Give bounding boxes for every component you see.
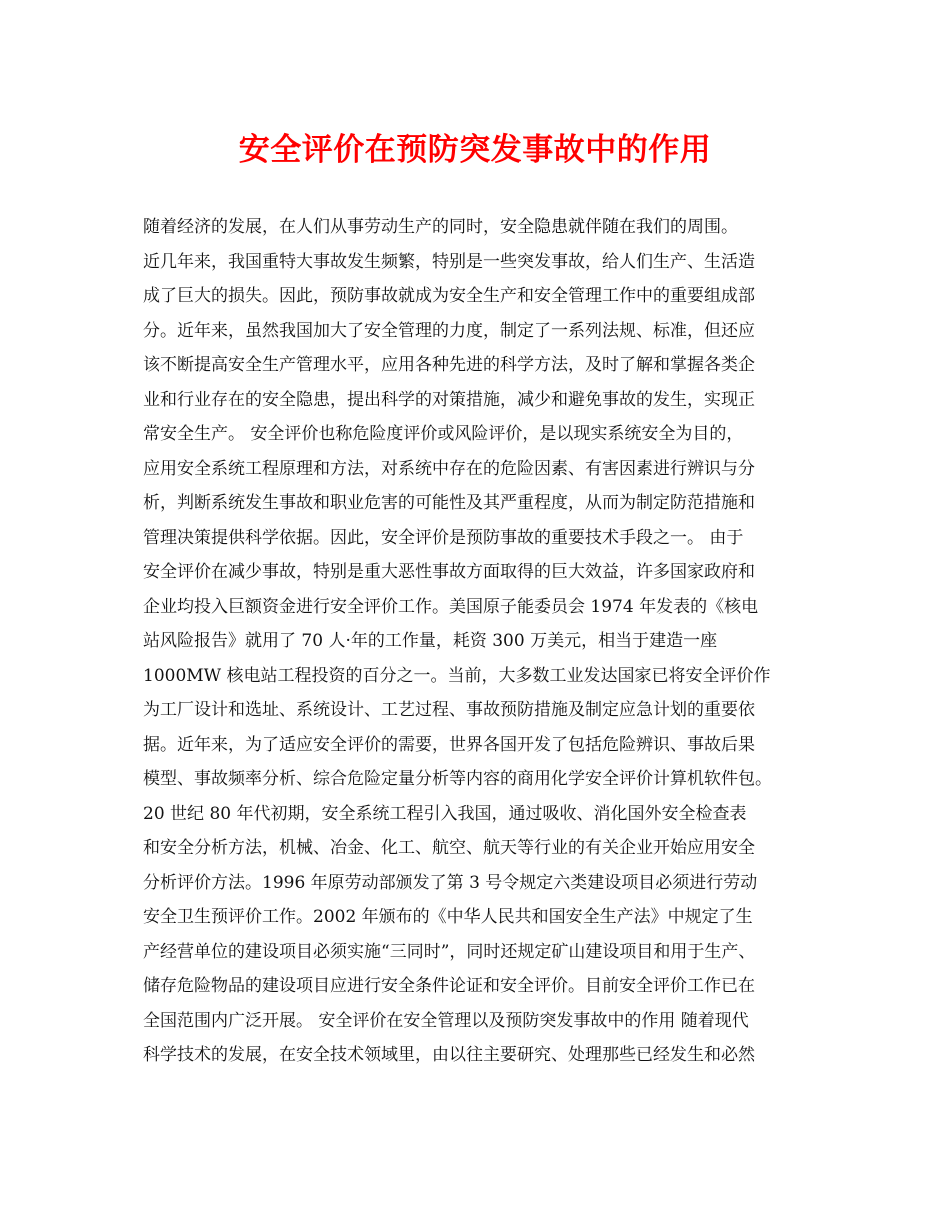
body-line: 科学技术的发展，在安全技术领域里，由以往主要研究、处理那些已经发生和必然 xyxy=(143,1045,755,1065)
document-body xyxy=(143,210,833,1073)
body-line: 企业均投入巨额资金进行安全评价工作。美国原子能委员会 1974 年发表的《核电 xyxy=(143,596,759,617)
body-line: 析，判断系统发生事故和职业危害的可能性及其严重程度，从而为制定防范措施和 xyxy=(143,493,755,513)
body-line: 站风险报告》就用了 70 人·年的工作量，耗资 300 万美元，相当于建造一座 xyxy=(143,631,718,651)
body-line: 业和行业存在的安全隐患，提出科学的对策措施，减少和避免事故的发生，实现正 xyxy=(143,389,755,410)
body-line: 储存危险物品的建设项目应进行安全条件论证和安全评价。目前安全评价工作已在 xyxy=(143,976,755,996)
body-line: 20 世纪 80 年代初期，安全系统工程引入我国，通过吸收、消化国外安全检查表 xyxy=(143,803,747,824)
body-line: 分析评价方法。1996 年原劳动部颁发了第 3 号令规定六类建设项目必须进行劳动 xyxy=(143,872,758,893)
body-line: 全国范围内广泛开展。 安全评价在安全管理以及预防突发事故中的作用 随着现代 xyxy=(143,1010,749,1031)
body-line: 成了巨大的损失。因此，预防事故就成为安全生产和安全管理工作中的重要组成部 xyxy=(143,286,755,306)
body-line: 分。近年来，虽然我国加大了安全管理的力度，制定了一系列法规、标准，但还应 xyxy=(143,320,755,341)
body-line: 1000MW 核电站工程投资的百分之一。当前，大多数工业发达国家已将安全评价作 xyxy=(143,665,771,686)
body-line: 管理决策提供科学依据。因此，安全评价是预防事故的重要技术手段之一。 由于 xyxy=(143,527,744,548)
body-line: 近几年来，我国重特大事故发生频繁，特别是一些突发事故，给人们生产、生活造 xyxy=(143,251,755,272)
body-line: 应用安全系统工程原理和方法，对系统中存在的危险因素、有害因素进行辨识与分 xyxy=(143,458,755,479)
document-title: 安全评价在预防突发事故中的作用 xyxy=(238,132,712,168)
body-line: 该不断提高安全生产管理水平，应用各种先进的科学方法，及时了解和掌握各类企 xyxy=(143,355,755,375)
body-line: 模型、事故频率分析、综合危险定量分析等内容的商用化学安全评价计算机软件包。 xyxy=(143,769,772,789)
body-line: 产经营单位的建设项目必须实施“三同时”，同时还规定矿山建设项目和用于生产、 xyxy=(143,941,756,962)
body-line: 安全卫生预评价工作。2002 年颁布的《中华人民共和国安全生产法》中规定了生 xyxy=(143,907,753,927)
body-line: 为工厂设计和选址、系统设计、工艺过程、事故预防措施及制定应急计划的重要依 xyxy=(143,700,755,720)
body-line: 和安全分析方法，机械、冶金、化工、航空、航天等行业的有关企业开始应用安全 xyxy=(143,838,755,858)
body-line: 随着经济的发展，在人们从事劳动生产的同时，安全隐患就伴随在我们的周围。 xyxy=(143,217,738,237)
body-line: 安全评价在减少事故，特别是重大恶性事故方面取得的巨大效益，许多国家政府和 xyxy=(143,562,755,582)
body-line: 据。近年来，为了适应安全评价的需要，世界各国开发了包括危险辨识、事故后果 xyxy=(143,734,755,755)
body-line: 常安全生产。 安全评价也称危险度评价或风险评价，是以现实系统安全为目的， xyxy=(143,424,744,444)
